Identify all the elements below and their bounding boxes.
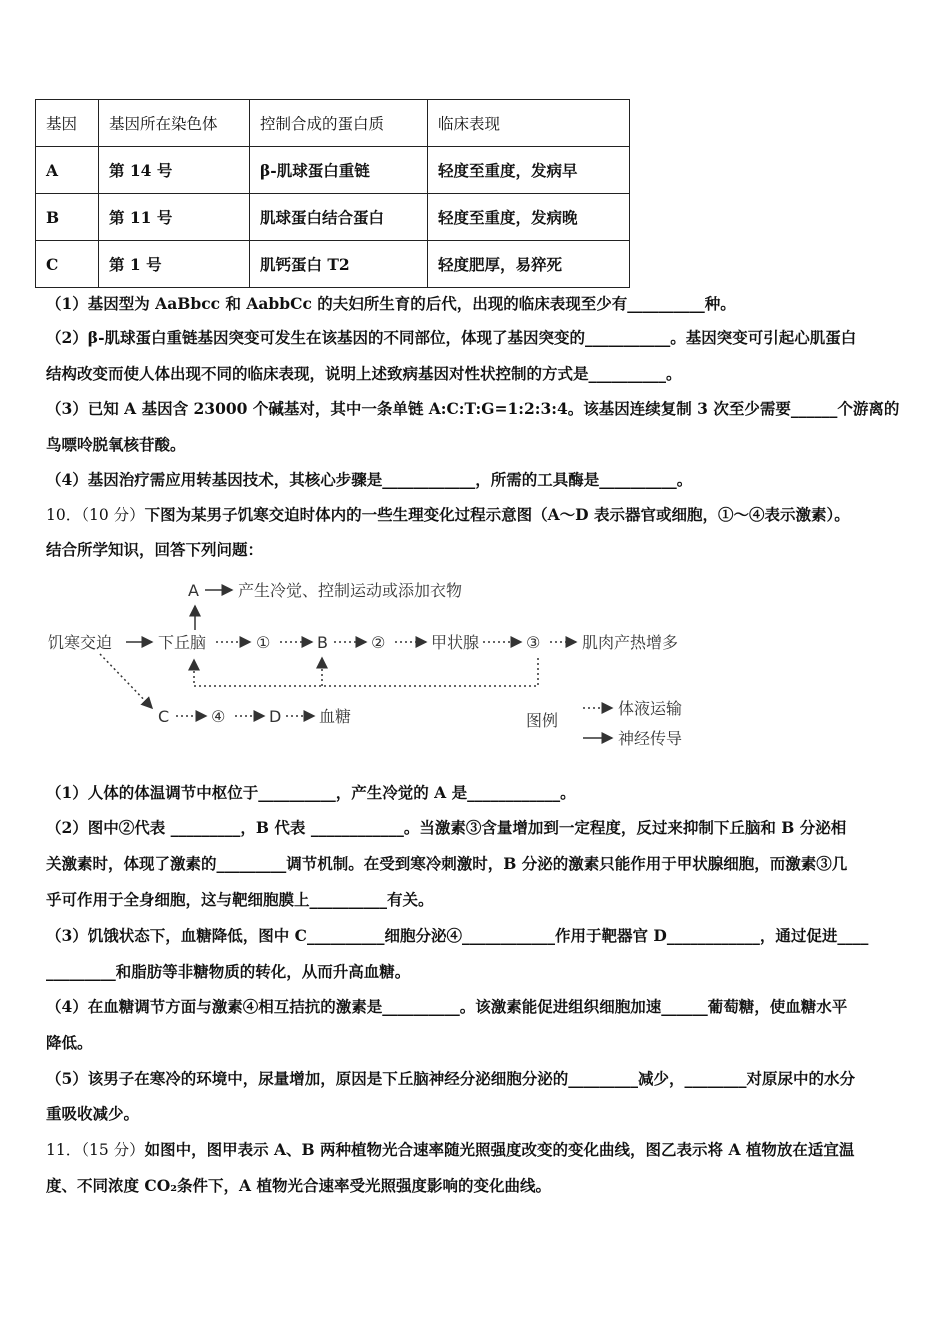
hormone-3: ③ [526, 633, 541, 652]
table-header-row [36, 100, 630, 147]
q11-stem: 如图中，图甲表示 A、B 两种植物光合速率随光照强度改变的变化曲线，图乙表示将 A 植物放在适宜温 [144, 1140, 855, 1159]
q9-item-4: （4）基因治疗需应用转基因技术，其核心步骤是____________，所需的工具酶是__________。 [46, 470, 693, 489]
hormone-4: ④ [211, 707, 226, 726]
q11-number: 11．（15 分） [46, 1141, 145, 1159]
table-cell: 轻度肥厚，易猝死 [428, 241, 630, 288]
table-row [36, 241, 630, 288]
node-D: D [269, 707, 282, 726]
table-header-cell: 临床表现 [428, 100, 630, 147]
q10-stem-cont: 结合所学知识，回答下列问题： [46, 540, 264, 559]
table-cell: C [36, 241, 99, 288]
table-row [36, 147, 630, 194]
node-A: A [188, 581, 199, 600]
table-cell: 肌钙蛋白 T2 [250, 241, 428, 288]
regulation-diagram [40, 568, 720, 768]
table-cell: 轻度至重度，发病早 [428, 147, 630, 194]
fluid-arrow [100, 654, 152, 708]
table-header-cell: 基因所在染色体 [99, 100, 250, 147]
q10-item-2-cont2: 乎可作用于全身细胞，这与靶细胞膜上__________有关。 [46, 890, 434, 909]
table-cell: 第 11 号 [99, 194, 250, 241]
gene-table [35, 99, 630, 288]
hormone-2: ② [371, 633, 386, 652]
q10-item-2: （2）图中②代表 _________，B 代表 ____________。当激素③含量增加到一定程度，反过来抑制下丘脑和 B 分泌相 [46, 818, 847, 837]
q10-item-4: （4）在血糖调节方面与激素④相互拮抗的激素是__________。该激素能促进组织细胞加速______葡萄糖，使血糖水平 [46, 997, 848, 1016]
q10-item-3-cont: _________和脂肪等非糖物质的转化，从而升高血糖。 [46, 962, 411, 981]
table-cell: 第 1 号 [99, 241, 250, 288]
node-hypothalamus: 下丘脑 [158, 633, 207, 652]
table-row [36, 194, 630, 241]
q10-item-3: （3）饥饿状态下，血糖降低，图中 C__________细胞分泌④____________作用于靶器官 D____________，通过促进____ [46, 926, 869, 945]
node-thyroid: 甲状腺 [431, 633, 480, 652]
q9-item-2: （2）β-肌球蛋白重链基因突变可发生在该基因的不同部位，体现了基因突变的___________。基因突变可引起心肌蛋白 [46, 328, 857, 347]
q10-header [46, 503, 910, 527]
table-cell: B [36, 194, 99, 241]
q9-item-3: （3）已知 A 基因含 23000 个碱基对，其中一条单链 A:C:T:G=1:2:3:4。该基因连续复制 3 次至少需要______个游离的 [46, 399, 900, 418]
feedback-arrow [194, 658, 538, 686]
q10-item-5-cont: 重吸收减少。 [46, 1104, 140, 1123]
table-cell: 轻度至重度，发病晚 [428, 194, 630, 241]
node-blood-sugar: 血糖 [319, 707, 352, 726]
legend-title: 图例 [526, 711, 559, 730]
node-C: C [158, 707, 170, 726]
q11-stem-cont: 度、不同浓度 CO₂条件下，A 植物光合速率受光照强度影响的变化曲线。 [46, 1176, 551, 1195]
hormone-1: ① [256, 633, 271, 652]
legend-fluid-label: 体液运输 [618, 699, 683, 718]
q10-item-1: （1）人体的体温调节中枢位于__________，产生冷觉的 A 是____________。 [46, 783, 576, 802]
table-header-cell: 控制合成的蛋白质 [250, 100, 428, 147]
table-cell: A [36, 147, 99, 194]
table-header-cell: 基因 [36, 100, 99, 147]
node-result: 肌肉产热增多 [582, 633, 679, 652]
q9-item-3-cont: 鸟嘌呤脱氧核苷酸。 [46, 435, 186, 454]
label-top-response: 产生冷觉、控制运动或添加衣物 [238, 581, 463, 600]
q10-number: 10．（10 分） [46, 506, 145, 524]
node-start: 饥寒交迫 [48, 633, 113, 652]
legend-nerve-label: 神经传导 [618, 729, 683, 748]
q10-item-2-cont: 关激素时，体现了激素的_________调节机制。在受到寒冷刺激时，B 分泌的激素只能作用于甲状腺细胞，而激素③几 [46, 854, 848, 873]
table-cell: 第 14 号 [99, 147, 250, 194]
table-cell: β-肌球蛋白重链 [250, 147, 428, 194]
table-cell: 肌球蛋白结合蛋白 [250, 194, 428, 241]
q9-item-1: （1）基因型为 AaBbcc 和 AabbCc 的夫妇所生育的后代，出现的临床表现至少有__________种。 [46, 294, 736, 313]
q10-stem: 下图为某男子饥寒交迫时体内的一些生理变化过程示意图（A～D 表示器官或细胞，①～④表示激素）。 [144, 505, 850, 524]
q9-item-2-cont: 结构改变而使人体出现不同的临床表现，说明上述致病基因对性状控制的方式是__________。 [46, 364, 682, 383]
node-B: B [317, 633, 328, 652]
q10-item-4-cont: 降低。 [46, 1033, 93, 1052]
q10-item-5: （5）该男子在寒冷的环境中，尿量增加，原因是下丘脑神经分泌细胞分泌的_________减少，________对原尿中的水分 [46, 1069, 856, 1088]
q11-header [46, 1138, 910, 1162]
